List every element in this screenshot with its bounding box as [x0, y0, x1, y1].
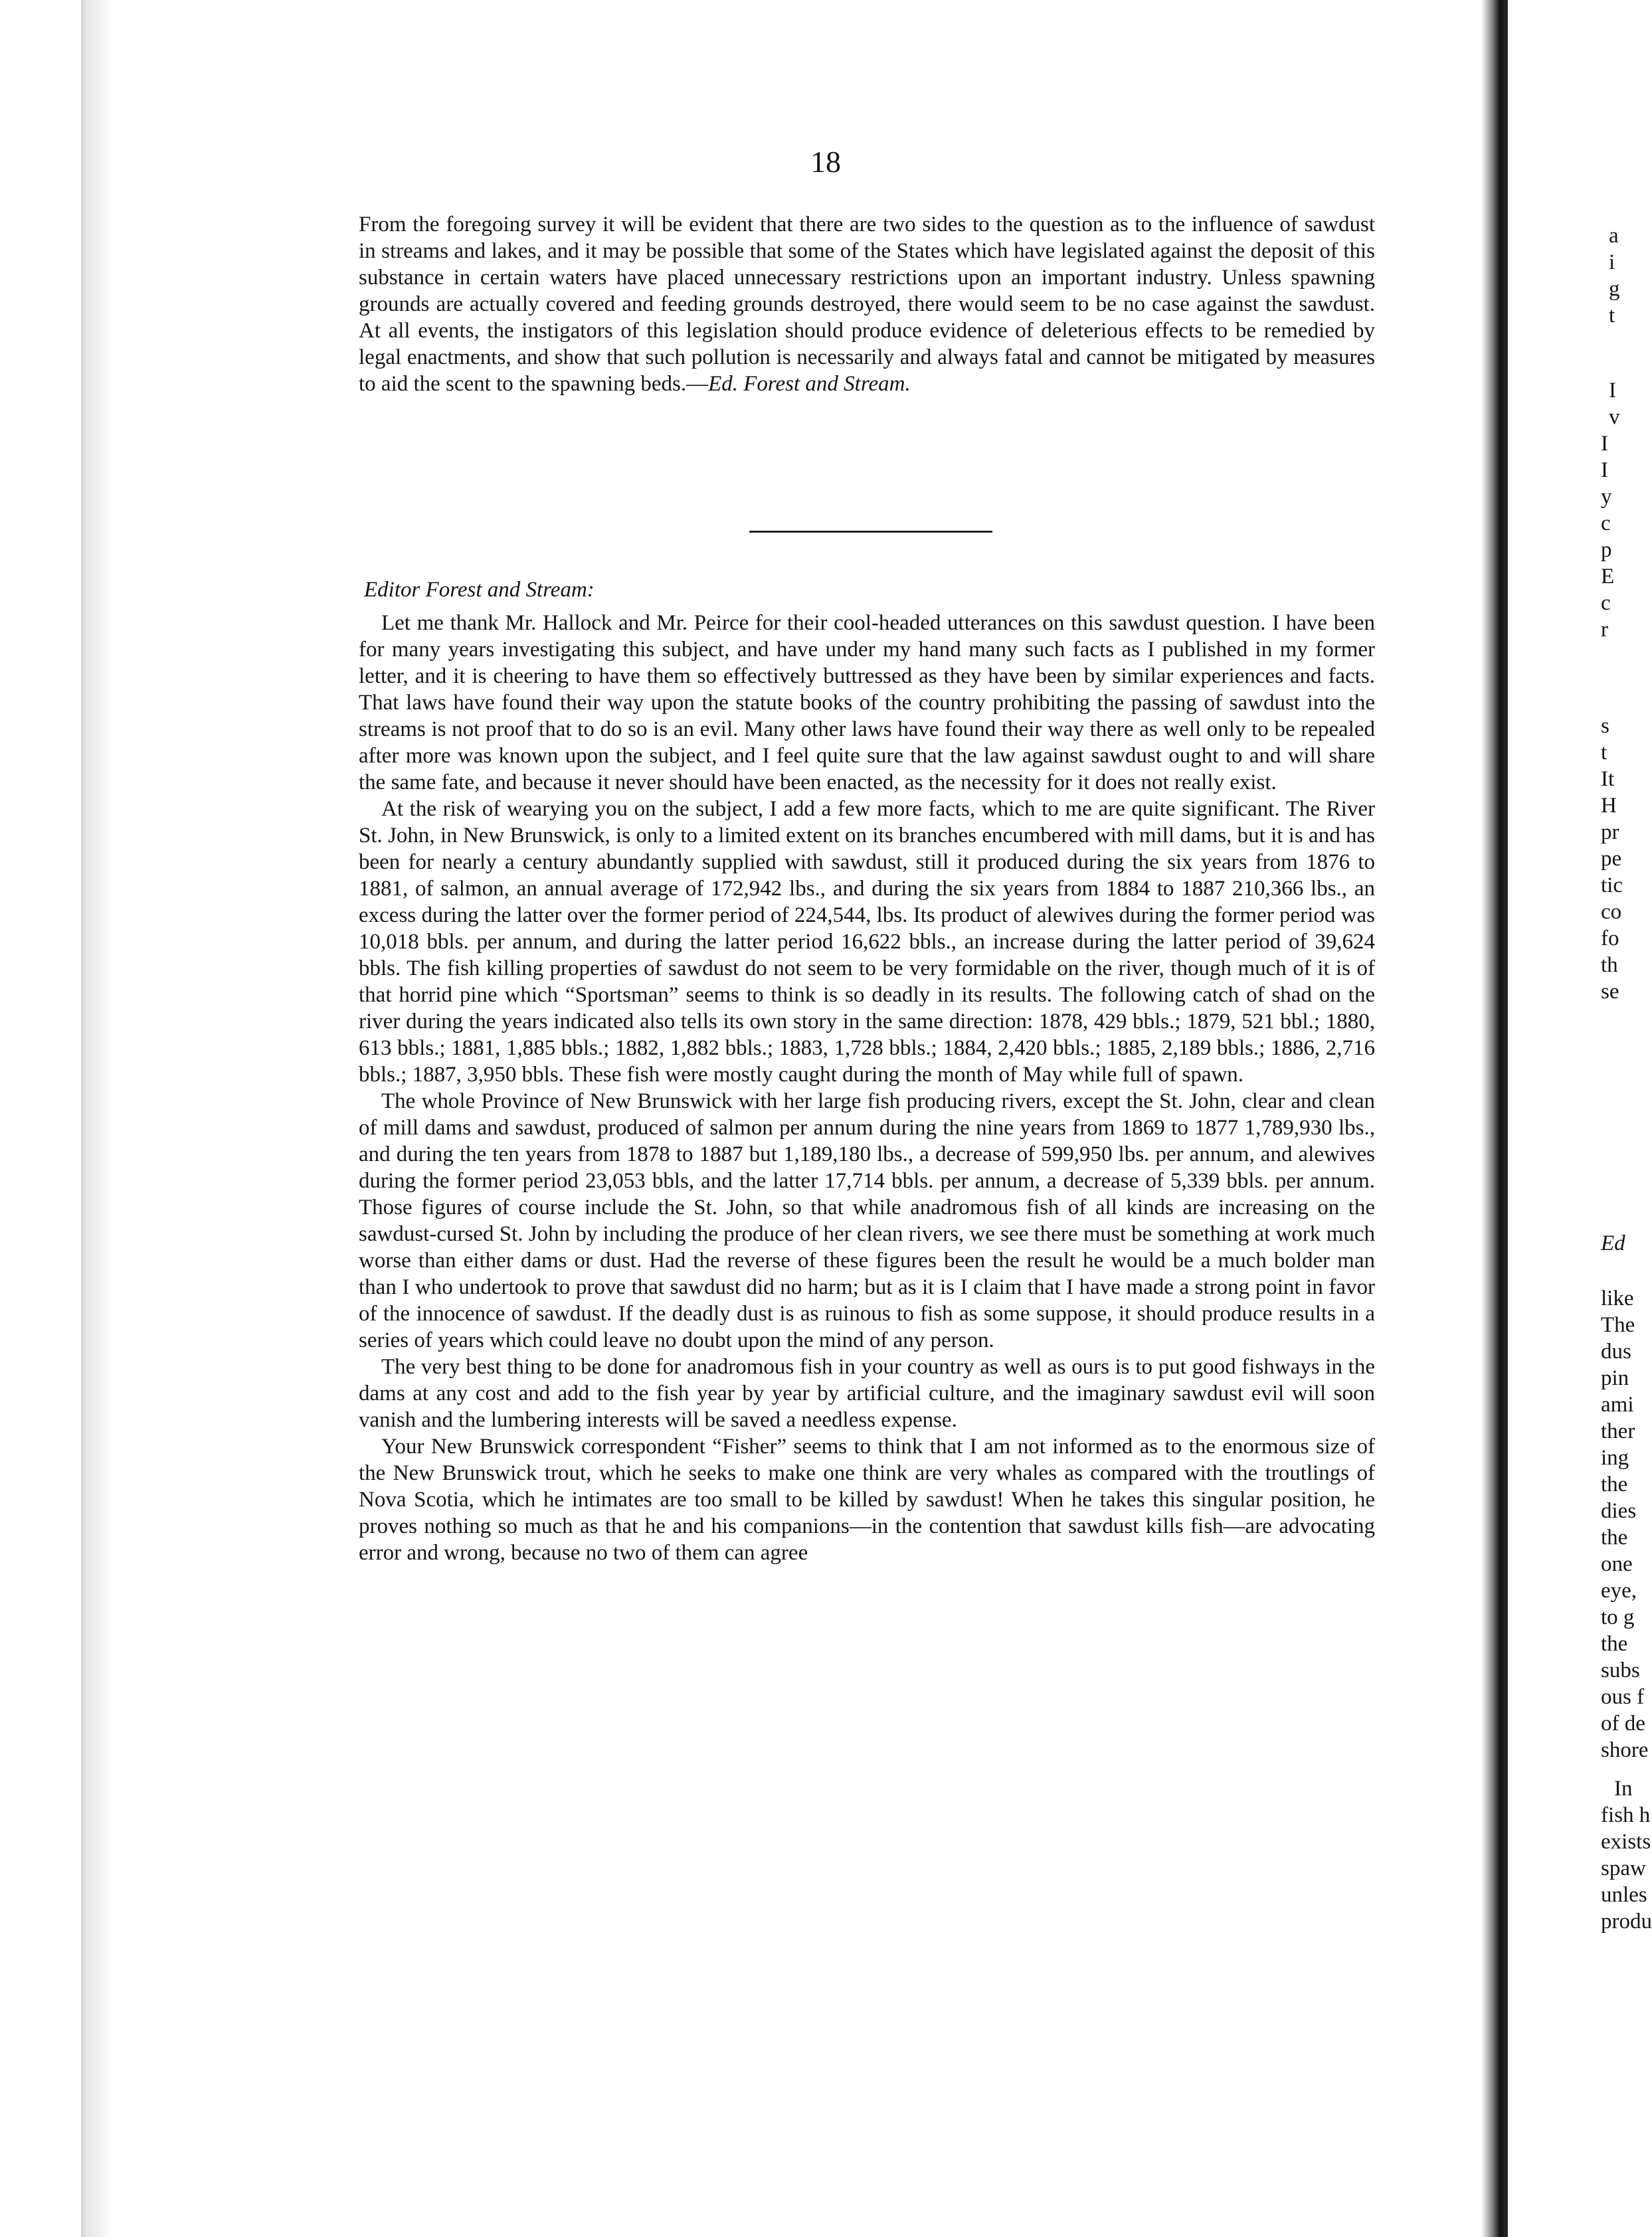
fragment-text: c: [1601, 591, 1611, 615]
fragment-text: exists: [1601, 1830, 1651, 1854]
letter-paragraph: The very best thing to be done for anadromous fish in your country as well as ours is to put good fishways in the dams at any cost and add to the fish year by year by artificial culture, and the imaginary sawdust evil will soon vanish and the lumbering interests will be saved a needless expense.: [359, 1355, 1375, 1432]
editorial-note-body: From the foregoing survey it will be evident that there are two sides to the question as to the influence of sawdust in streams and lakes, and it may be possible that some of the States which have legislated against the deposit of this substance in certain waters have placed unnecessary restrictions upon an important industry. Unless spawning grounds are actually covered and feeding grounds destroyed, there would seem to be no case against the sawdust. At all events, the instigators of this legislation should produce evidence of deleterious effects to be remedied by legal enactments, and show that such pollution is necessarily and always fatal and cannot be mitigated by measures to aid the scent to the spawning beds.—: [359, 213, 1375, 396]
fragment-text: tic: [1601, 873, 1623, 897]
fragment-text: subs: [1601, 1658, 1640, 1682]
fragment-text: fish h: [1601, 1803, 1651, 1827]
fragment-text: i: [1609, 250, 1615, 274]
fragment-text: r: [1601, 618, 1608, 642]
fragment-text: The: [1601, 1313, 1635, 1337]
fragment-text: s: [1601, 714, 1609, 738]
fragment-text: p: [1601, 538, 1612, 562]
fragment-text: one: [1601, 1552, 1633, 1576]
fragment-text: It: [1601, 767, 1615, 791]
fragment-text: se: [1601, 980, 1619, 1004]
fragment-text: Ed: [1601, 1231, 1625, 1255]
page-number: 18: [810, 145, 841, 179]
letter-paragraph: The whole Province of New Brunswick with her large fish producing rivers, except the St. John, clear and clean of mill dams and sawdust, produced of salmon per annum during the nine years from 1869 to 1877 1,789,930 lbs., and during the ten years from 1878 to 1887 but 1,189,180 lbs., a decrease of 599,950 lbs. per annum, and alewives during the former period 23,053 bbls, and the latter 17,714 bbls. per annum, a decrease of 5,339 bbls. per annum. Those figures of course include the St. John, so that while anadromous fish of all kinds are increasing on the sawdust-cursed St. John by including the produce of her clean rivers, we see there must be something at work much worse than either dams or dust. Had the reverse of these figures been the result he would be a much bolder man than I who undertook to prove that sawdust did no harm; but as it is I claim that I have made a strong point in favor of the innocence of sawdust. If the deadly dust is as ruinous to fish as some suppose, it should produce results in a series of years which could leave no doubt upon the mind of any person.: [359, 1089, 1375, 1352]
fragment-text: H: [1601, 794, 1617, 818]
page-shadow: [88, 0, 114, 2237]
letter-body: [359, 610, 1375, 1566]
fragment-text: th: [1601, 953, 1618, 977]
fragment-text: g: [1609, 277, 1620, 301]
fragment-text: the: [1601, 1473, 1628, 1496]
fragment-text: ous f: [1601, 1685, 1645, 1709]
fragment-text: unles: [1601, 1883, 1647, 1907]
fragment-text: I: [1601, 432, 1608, 456]
fragment-text: pr: [1601, 820, 1619, 844]
fragment-text: I: [1609, 379, 1616, 403]
fragment-text: fo: [1601, 927, 1619, 950]
letter-paragraph: Your New Brunswick correspondent “Fisher” seems to think that I am not informed as to the enormous size of the New Brunswick trout, which he seeks to make one think are very whales as compared with the troutlings of Nova Scotia, which he intimates are too small to be killed by sawdust! When he takes this singular position, he proves nothing so much as that he and his companions—in the contention that sawdust kills fish—are advocating error and wrong, because no two of them can agree: [359, 1435, 1375, 1565]
editorial-credit: Ed. Forest and Stream.: [708, 372, 911, 396]
fragment-text: c: [1601, 511, 1611, 535]
right-page-fragment: [1508, 0, 1652, 2237]
fragment-text: t: [1601, 741, 1607, 764]
book-gutter: [1481, 0, 1508, 2237]
fragment-text: pe: [1601, 847, 1622, 871]
fragment-text: the: [1601, 1632, 1628, 1656]
letter-paragraph: Let me thank Mr. Hallock and Mr. Peirce for their cool-headed utterances on this sawdust question. I have been for many years investigating this subject, and have under my hand many such facts as I published in my former letter, and it is cheering to have them so effectively buttressed as they have been by similar experiences and facts. That laws have found their way upon the statute books of the country prohibiting the passing of sawdust into the streams is not proof that to do so is an evil. Many other laws have found their way there as well only to be repealed after more was known upon the subject, and I feel quite sure that the law against sawdust ought to and will share the same fate, and because it never should have been enacted, as the necessity for it does not really exist.: [359, 611, 1375, 794]
fragment-text: spaw: [1601, 1856, 1646, 1880]
fragment-text: produ: [1601, 1910, 1652, 1933]
letter-salutation: Editor Forest and Stream:: [364, 578, 595, 602]
fragment-text: dus: [1601, 1340, 1631, 1364]
fragment-text: of de: [1601, 1712, 1645, 1736]
fragment-text: like: [1601, 1287, 1634, 1310]
fragment-text: I: [1601, 458, 1608, 482]
letter-paragraph: At the risk of wearying you on the subject, I add a few more facts, which to me are quite significant. The River St. John, in New Brunswick, is only to a limited extent on its branches encumbered with mill dams, but it is and has been for nearly a century abundantly supplied with sawdust, still it produced during the six years from 1876 to 1881, of salmon, an annual average of 172,942 lbs., and during the six years from 1884 to 1887 210,366 lbs., an excess during the latter over the former period of 224,544, lbs. Its product of alewives during the former period was 10,018 bbls. per annum, and during the latter period 16,622 bbls., an increase during the latter period of 39,624 bbls. The fish killing properties of sawdust do not seem to be very formidable on the river, though much of it is of that horrid pine which “Sportsman” seems to think is so deadly in its results. The following catch of shad on the river during the years indicated also tells its own story in the same direction: 1878, 429 bbls.; 1879, 521 bbl.; 1880, 613 bbls.; 1881, 1,885 bbls.; 1882, 1,882 bbls.; 1883, 1,728 bbls.; 1884, 2,420 bbls.; 1885, 2,189 bbls.; 1886, 2,716 bbls.; 1887, 3,950 bbls. These fish were mostly caught during the month of May while full of spawn.: [359, 797, 1375, 1087]
fragment-text: In: [1614, 1777, 1633, 1801]
fragment-text: ami: [1601, 1393, 1634, 1417]
fragment-text: E: [1601, 565, 1615, 588]
fragment-text: eye,: [1601, 1579, 1637, 1603]
fragment-text: t: [1609, 304, 1615, 327]
fragment-text: the: [1601, 1526, 1628, 1550]
fragment-text: shore: [1601, 1738, 1649, 1762]
fragment-text: v: [1609, 405, 1620, 429]
fragment-text: dies: [1601, 1499, 1637, 1523]
editorial-note: [359, 211, 1375, 397]
section-divider: [749, 531, 992, 533]
scan-margin-left: [0, 0, 80, 2237]
fragment-text: y: [1601, 485, 1612, 509]
fragment-text: to g: [1601, 1605, 1635, 1629]
fragment-text: a: [1609, 224, 1619, 248]
fragment-text: pin: [1601, 1366, 1629, 1390]
fragment-text: ther: [1601, 1419, 1635, 1443]
fragment-text: ing: [1601, 1446, 1629, 1470]
scan-edge: [81, 0, 88, 2237]
fragment-text: co: [1601, 900, 1622, 924]
editorial-note-text: [359, 211, 1375, 397]
